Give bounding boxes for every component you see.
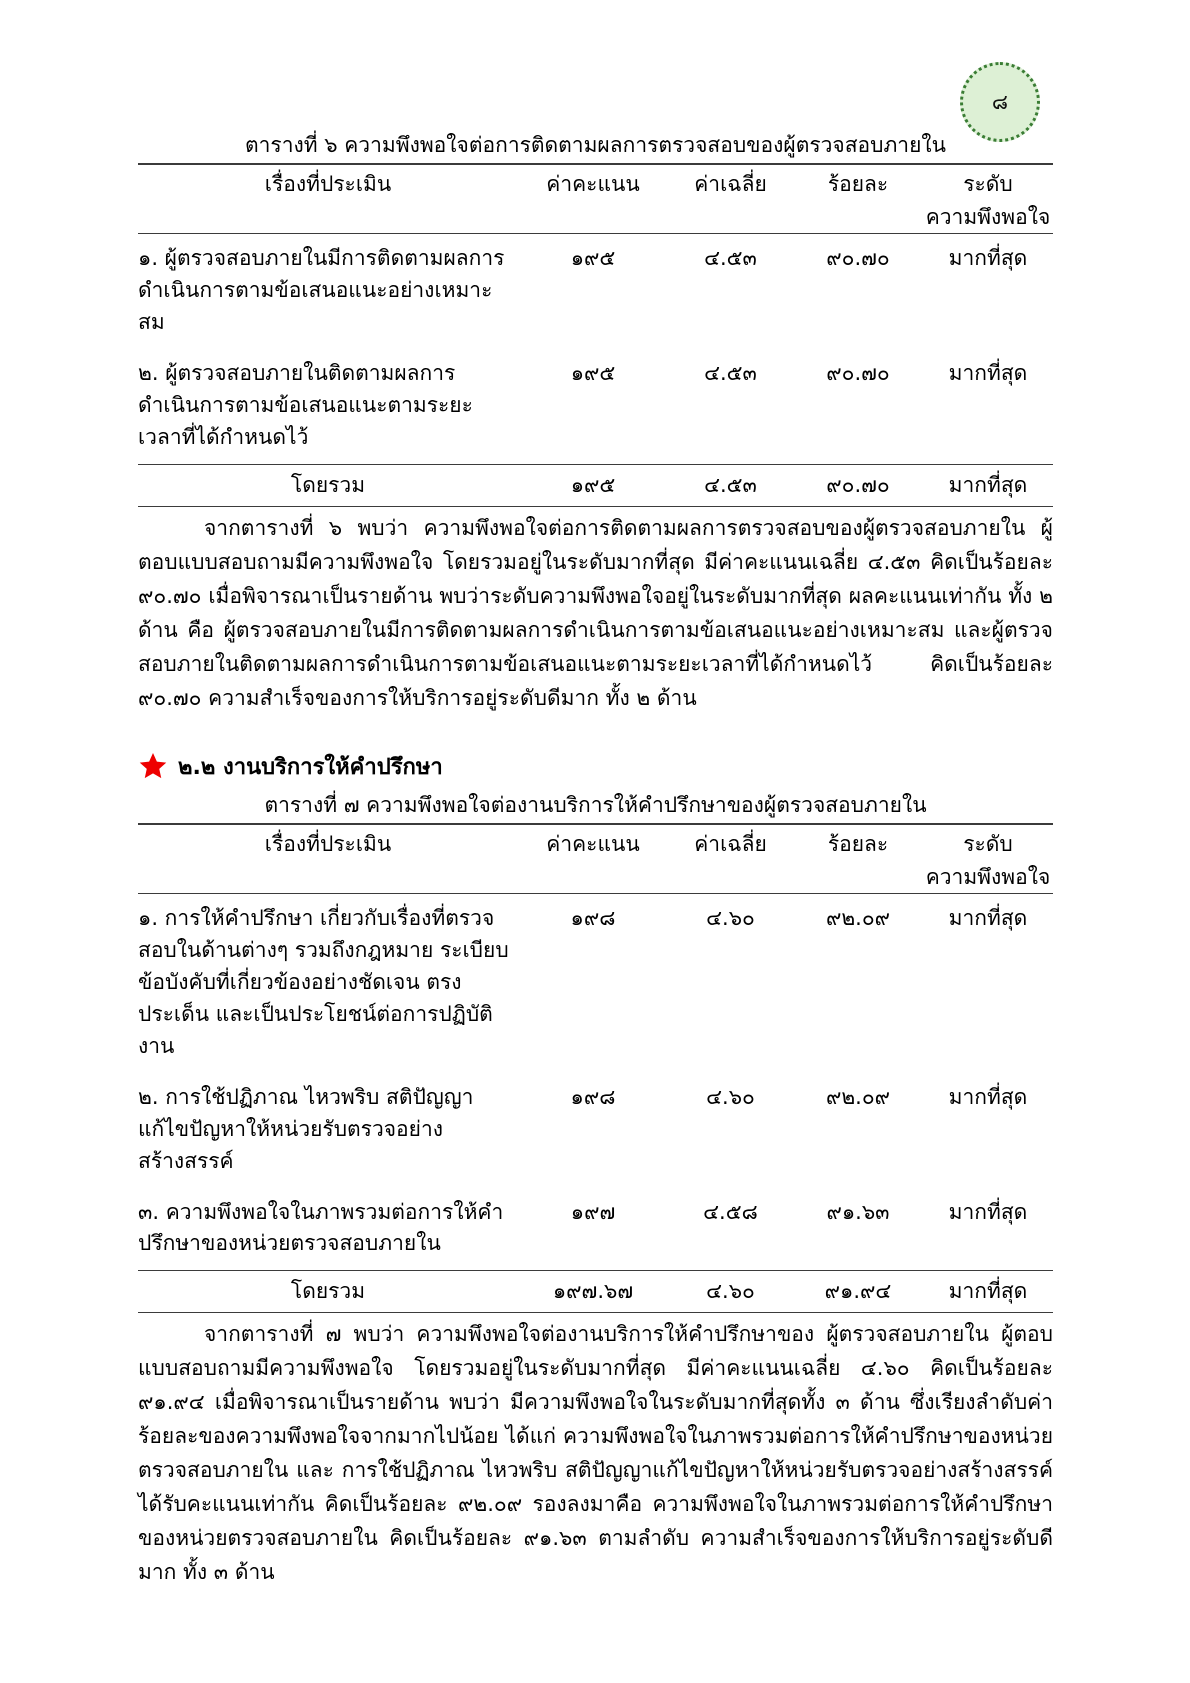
table-7-head xyxy=(138,824,1053,894)
table-7-total-mean: ๔.๖๐ xyxy=(706,1279,755,1304)
table-row xyxy=(138,1188,1053,1271)
table-7-row-2-level: มากที่สุด xyxy=(948,1199,1028,1224)
table-row xyxy=(138,894,1053,1073)
table-6-row-1-percent: ๙๐.๗๐ xyxy=(826,361,890,386)
table-row xyxy=(138,234,1053,349)
page-number-text: ๘ xyxy=(991,89,1009,114)
table-6-row-0-percent: ๙๐.๗๐ xyxy=(826,246,890,271)
table-6-total-score: ๑๙๕ xyxy=(570,472,616,497)
page-content xyxy=(138,130,1053,1589)
table-7-header-percent: ร้อยละ xyxy=(827,832,889,857)
table-7-header-score: ค่าคะแนน xyxy=(546,832,640,857)
table-6-row-1-score: ๑๙๕ xyxy=(570,361,616,386)
table-6-header-level xyxy=(923,164,1053,234)
table-7-total-label: โดยรวม xyxy=(290,1279,366,1304)
table-6-row-0-mean: ๔.๕๓ xyxy=(704,246,757,271)
table-7-row-0-topic: ๑. การให้คำปรึกษา เกี่ยวกับเรื่องที่ตรวจสอบในด้านต่างๆ รวมถึงกฎหมาย ระเบียบ ข้อบังคับที่เกี่ยวข้องอย่างชัดเจน ตรงประเด็น และเป็นประโยชน์ต่อการปฏิบัติงาน xyxy=(138,906,509,1058)
table-6-header-percent: ร้อยละ xyxy=(827,172,889,197)
table-7-row-2-mean: ๔.๕๘ xyxy=(703,1199,758,1224)
table-6-header-level-line2: ความพึงพอใจ xyxy=(925,205,1051,230)
table-6-header-score: ค่าคะแนน xyxy=(546,172,640,197)
table-7-row-0-score: ๑๙๘ xyxy=(570,906,616,931)
table-7-row-2-percent: ๙๑.๖๓ xyxy=(826,1199,890,1224)
table-7-row-1-score: ๑๙๘ xyxy=(570,1084,616,1109)
table-7-row-0-level: มากที่สุด xyxy=(948,906,1028,931)
table-6-header-level-line1: ระดับ xyxy=(963,172,1013,197)
section-2-2-heading xyxy=(138,749,1053,784)
table-7-row-0-mean: ๔.๖๐ xyxy=(706,906,755,931)
table-7-row-1-mean: ๔.๖๐ xyxy=(706,1084,755,1109)
table-6-total-row xyxy=(138,464,1053,506)
table-6 xyxy=(138,163,1053,506)
table-7-row-1-topic: ๒. การใช้ปฏิภาณ ไหวพริบ สติปัญญาแก้ไขปัญหาให้หน่วยรับตรวจอย่างสร้างสรรค์ xyxy=(138,1084,474,1173)
table-6-row-1-mean: ๔.๕๓ xyxy=(704,361,757,386)
table-7-header-level-line2: ความพึงพอใจ xyxy=(925,865,1051,890)
table-7-total-row xyxy=(138,1271,1053,1313)
table-7-header-level xyxy=(923,824,1053,894)
table-7-analysis-paragraph: จากตารางที่ ๗ พบว่า ความพึงพอใจต่องานบริการให้คำปรึกษาของ ผู้ตรวจสอบภายใน ผู้ตอบแบบสอบถามมีความพึงพอใจ โดยรวมอยู่ในระดับมากที่สุด มีค่าคะแนนเฉลี่ย ๔.๖๐ คิดเป็นร้อยละ ๙๑.๙๔ เมื่อพิจารณาเป็นรายด้าน พบว่า มีความพึงพอใจในระดับมากที่สุดทั้ง ๓ ด้าน ซึ่งเรียงลำดับค่าร้อยละของความพึงพอใจจากมากไปน้อย ได้แก่ ความพึงพอใจในภาพรวมต่อการให้คำปรึกษาของหน่วยตรวจสอบภายใน และ การใช้ปฏิภาณ ไหวพริบ สติปัญญาแก้ไขปัญหาให้หน่วยรับตรวจอย่างสร้างสรรค์ ได้รับคะแนนเท่ากัน คิดเป็นร้อยละ ๙๒.๐๙ รองลงมาคือ ความพึงพอใจในภาพรวมต่อการให้คำปรึกษาของหน่วยตรวจสอบภายใน คิดเป็นร้อยละ ๙๑.๖๓ ตามลำดับ ความสำเร็จของการให้บริการอยู่ระดับดีมาก ทั้ง ๓ ด้าน xyxy=(138,1322,1053,1585)
table-6-row-0-topic: ๑. ผู้ตรวจสอบภายในมีการติดตามผลการดำเนินการตามข้อเสนอแนะอย่างเหมาะสม xyxy=(138,246,505,335)
table-6-header-mean: ค่าเฉลี่ย xyxy=(694,172,767,197)
table-row xyxy=(138,1073,1053,1188)
table-7-total-percent: ๙๑.๙๔ xyxy=(824,1279,892,1304)
table-7-row-1-level: มากที่สุด xyxy=(948,1084,1028,1109)
table-6-header-topic: เรื่องที่ประเมิน xyxy=(264,172,392,197)
section-2-2-heading-text: ๒.๒ งานบริการให้คำปรึกษา xyxy=(178,754,443,780)
table-7-row-1-percent: ๙๒.๐๙ xyxy=(825,1084,891,1109)
table-row xyxy=(138,349,1053,464)
table-6-total-level: มากที่สุด xyxy=(948,472,1028,497)
table-7 xyxy=(138,823,1053,1313)
table-6-body xyxy=(138,234,1053,506)
table-7-header-mean: ค่าเฉลี่ย xyxy=(694,832,767,857)
table-7-body xyxy=(138,894,1053,1313)
table-6-row-0-level: มากที่สุด xyxy=(948,246,1028,271)
table-7-total-level: มากที่สุด xyxy=(948,1279,1028,1304)
table-7-header-topic: เรื่องที่ประเมิน xyxy=(264,832,392,857)
table-6-row-0-score: ๑๙๕ xyxy=(570,246,616,271)
table-6-total-label: โดยรวม xyxy=(290,472,366,497)
star-icon xyxy=(138,751,168,781)
table-7-total-score: ๑๙๗.๖๗ xyxy=(552,1279,634,1304)
table-6-total-mean: ๔.๕๓ xyxy=(704,472,757,497)
table-7-caption: ตารางที่ ๗ ความพึงพอใจต่องานบริการให้คำปรึกษาของผู้ตรวจสอบภายใน xyxy=(264,792,927,817)
table-6-caption: ตารางที่ ๖ ความพึงพอใจต่อการติดตามผลการตรวจสอบของผู้ตรวจสอบภายใน xyxy=(244,133,947,157)
table-6-analysis-paragraph: จากตารางที่ ๖ พบว่า ความพึงพอใจต่อการติดตามผลการตรวจสอบของผู้ตรวจสอบภายใน ผู้ตอบแบบสอบถามมีความพึงพอใจ โดยรวมอยู่ในระดับมากที่สุด มีค่าคะแนนเฉลี่ย ๔.๕๓ คิดเป็นร้อยละ ๙๐.๗๐ เมื่อพิจารณาเป็นรายด้าน พบว่าระดับความพึงพอใจอยู่ในระดับมากที่สุด ผลคะแนนเท่ากัน ทั้ง ๒ ด้าน คือ ผู้ตรวจสอบภายในมีการติดตามผลการดำเนินการตามข้อเสนอแนะอย่างเหมาะสม และผู้ตรวจสอบภายในติดตามผลการดำเนินการตามข้อเสนอแนะตามระยะเวลาที่ได้กำหนดไว้ คิดเป็นร้อยละ ๙๐.๗๐ ความสำเร็จของการให้บริการอยู่ระดับดีมาก ทั้ง ๒ ด้าน xyxy=(138,515,1053,710)
table-7-header-level-line1: ระดับ xyxy=(963,832,1013,857)
table-7-row-2-topic: ๓. ความพึงพอใจในภาพรวมต่อการให้คำปรึกษาของหน่วยตรวจสอบภายใน xyxy=(138,1199,504,1256)
table-6-row-1-topic: ๒. ผู้ตรวจสอบภายในติดตามผลการดำเนินการตามข้อเสนอแนะตามระยะเวลาที่ได้กำหนดไว้ xyxy=(138,361,473,449)
table-7-row-0-percent: ๙๒.๐๙ xyxy=(825,906,891,931)
table-6-row-1-level: มากที่สุด xyxy=(948,361,1028,386)
table-7-row-2-score: ๑๙๗ xyxy=(570,1199,616,1224)
table-6-head xyxy=(138,164,1053,234)
table-6-total-percent: ๙๐.๗๐ xyxy=(826,472,890,497)
